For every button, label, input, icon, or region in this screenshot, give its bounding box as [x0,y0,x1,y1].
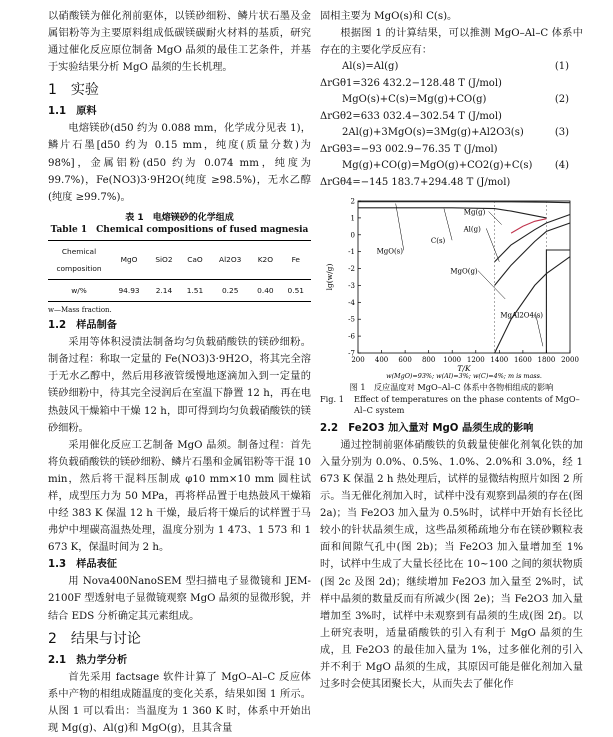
section-2-2-text: 通过控制前驱体硝酸铁的负载量使催化剂氧化铁的加入量分别为 0.0%、0.5%、1.0%、2.0%和 3.0%，经 1 673 K 保温 2 h 热处理后，试样的显微结构照片如图 2 所示。当无催化剂加入时，试样中没有观察到晶须的存在(图 2a)；当 Fe2O3 加入量为 0.5%时，试样中开始有长径比较小的针状晶须生成，这些晶须稀疏地分布在镁砂颗粒表面和间隙气孔中(图 2b)；当 Fe2O3 加入量增加至 1%时，试样中生成了大量长径比在 10~100 之间的须状物质(图 2c 及图 2d)；继续增加 Fe2O3 加入量至 2%时，试样中晶须的数量反而有所减少(图 2e)；当 Fe2O3 加入量增加至 3%时，试样中未观察到有晶须的生成(图 2f)。以上研究表明，适量硝酸铁的引入有利于 MgO 晶须的生成，且 Fe2O3 的最佳加入量为 1%，过多催化剂的引入并不利于 MgO 晶须的生成，其原因可能是催化剂加入量过多时会使其团聚长大，从而失去了催化作 [320,439,583,691]
gibbs-2: ΔrGθ2=633 032.4−302.54 T (J/mol) [320,110,502,122]
plot-area [358,201,570,353]
table-1-caption-en: Table 1 Chemical compositions of fused magnesia [50,224,309,235]
intro-paragraph: 以硝酸镁为催化剂前驱体，以镁砂细粉、鳞片状石墨及金属铝粉等为主要原料组成低碳镁碳耐火材料的基质，研究通过催化反应原位制备 MgO 晶须的最佳工艺条件，并基于实验结果分析 MgO 晶须的生长机理。 [48,11,311,74]
section-2-1-title: 2.1 热力学分析 [48,654,128,666]
figure-1-caption-en: Effect of temperatures on the phase contents of MgO–Al–C system [354,393,580,416]
equation-4: Mg(g)+CO(g)=MgO(g)+CO2(g)+C(s) (4) [342,160,569,172]
figure-1-caption-cn: 图 1 反应温度对 MgO–Al–C 体系中各物相组成的影响 [349,382,554,393]
y-tick-label: 1 [350,214,355,223]
table-1-caption [48,212,311,236]
y-tick-label: -4 [348,299,355,308]
annotation-label: Al(g) [463,225,481,234]
section-1-2-paragraph-1: 采用等体积浸渍法制备均匀负载硝酸铁的镁砂细粉。制备过程：称取一定量的 Fe(NO3)3·9H2O，将其完全溶于无水乙醇中，然后用移液管缓慢地逐滴加入到一定量的镁砂细粉中，待其完全浸润后在室温下静置 12 h，再在电热鼓风干燥箱中干燥 12 h，即可得到均匀负载硝酸铁的镁砂细粉。 [48,337,311,434]
equation-2: MgO(s)+C(s)=Mg(g)+CO(g) (2) [342,94,569,106]
gibbs-1: ΔrGθ1=326 432.2−128.48 T (J/mol) [320,77,502,89]
section-1-1-title: 1.1 原料 [48,106,97,118]
reactions-lead: 根据图 1 的计算结果，可以推测 MgO–Al–C 体系中存在的主要化学反应有： [320,28,583,57]
left-column [48,0,311,737]
x-tick-label: 1600 [513,356,532,365]
section-2-title: 2 结果与讨论 [48,630,141,647]
x-tick-label: 800 [421,356,436,365]
y-tick-label: -1 [348,248,355,257]
section-1-3-title: 1.3 样品表征 [48,559,117,571]
x-tick-label: 400 [374,356,389,365]
y-tick-label: -2 [348,265,355,274]
figure-1 [320,195,583,381]
y-tick-label: -5 [348,316,355,325]
equation-1: Al(s)=Al(g) (1) [342,61,569,73]
table-cell: 94.93 [118,286,140,296]
table-row-label: w/% [71,286,87,296]
table-cell: 0.51 [287,286,305,296]
x-tick-label: 1200 [466,356,485,365]
table-col-mgo: MgO [120,255,138,265]
annotation-label: MgAl2O4(s) [500,311,544,320]
section-2-2-title: 2.2 Fe2O3 加入量对 MgO 晶须生成的影响 [320,422,534,434]
figure-1-caption-en-row [320,394,583,417]
table-head-label: Chemical composition [56,246,102,273]
table-1-note: w—Mass fraction. [48,306,112,315]
annotation-label: MgO(s) [376,247,404,256]
section-1-2-title: 1.2 样品制备 [48,320,117,332]
table-col-cao: CaO [187,255,203,265]
table-cell: 0.40 [257,286,274,296]
continued-text: 固相主要为 MgO(s)和 C(s)。 [320,11,458,22]
section-1-title: 1 实验 [48,82,99,99]
section-1-3-text: 用 Nova400NanoSEM 型扫描电子显微镜和 JEM-2100F 型透射电子显微镜观察 MgO 晶须的显微形貌，并结合 EDS 分析确定其元素组成。 [48,576,311,622]
equations-block [320,59,583,191]
y-tick-label: -6 [348,332,355,341]
table-1-caption-cn: 表 1 电熔镁砂的化学组成 [125,212,234,223]
right-column [320,0,583,693]
table-col-al2o3: Al2O3 [219,255,242,265]
table-cell: 2.14 [155,286,173,296]
gibbs-3: ΔrGθ3=−93 002.9−76.35 T (J/mol) [320,143,498,155]
x-tick-label: 1800 [537,356,556,365]
equation-3: 2Al(g)+3MgO(s)=3Mg(g)+Al2O3(s) (3) [342,127,569,139]
section-1-1-text: 电熔镁砂(d50 约为 0.088 mm，化学成分见表 1)，鳞片石墨[d50 约为 0.15 mm，纯度(质量分数)为 98%]，金属铝粉(d50 约为 0.074 mm，纯度为 99.7%)，Fe(NO3)3·9H2O(纯度 ≥98.5%)，无水乙醇(纯度 ≥99.7%)。 [48,123,311,203]
table-row [48,280,311,302]
table-1 [48,240,311,302]
y-tick-label: 0 [350,231,355,240]
y-axis-label: lg(w/g) [325,263,334,291]
annotation-label: C(s) [430,237,446,246]
table-header-row [48,240,311,279]
section-2-1-text: 首先采用 factsage 软件计算了 MgO–Al–C 反应体系中产物的相组成随温度的变化关系，结果如图 1 所示。从图 1 可以看出：当温度为 1 360 K 时，体系中开始出现 Mg(g)、Al(g)和 MgO(g)，且其含量 [48,671,311,734]
x-axis-label: T/K [457,364,471,374]
x-tick-label: 2000 [561,356,579,365]
figure-1-caption [320,382,583,417]
gibbs-4: ΔrGθ4=−145 183.7+294.48 T (J/mol) [320,176,511,188]
chart-footnote: w(MgO)=93%; w(Al)=3%; w(C)=4%; m is mass. [386,372,542,381]
section-1-2-paragraph-2: 采用催化反应工艺制备 MgO 晶须。制备过程：首先将负载硝酸铁的镁砂细粉、鳞片石墨和金属铝粉等干混 10 min，然后将干混料压制成 φ10 mm×10 mm 圆柱试样，成型压力为 50 MPa，再将样品置于电热鼓风干燥箱中经 383 K 保温 12 h 干燥，最后将干燥后的试样置于马弗炉中埋碳高温热处理，温度分别为 1 473、1 573 和 1 673 K，保温时间为 2 h。 [48,439,311,554]
table-cell: 0.25 [221,286,239,296]
annotation-label: Mg(g) [463,208,486,217]
y-tick-label: 2 [350,197,355,206]
table-col-sio2: SiO2 [155,255,173,265]
x-tick-label: 1000 [443,356,462,365]
table-col-k2o: K2O [257,255,274,265]
table-cell: 1.51 [186,286,204,296]
figure-1-label: Fig. 1 [320,393,344,404]
x-tick-label: 600 [398,356,412,365]
annotation-label: MgO(g) [450,267,478,276]
table-col-fe: Fe [291,255,300,265]
y-tick-label: -7 [348,349,355,358]
figure-1-chart [320,195,583,381]
x-tick-label: 200 [351,356,365,365]
x-tick-label: 1400 [490,356,509,365]
y-tick-label: -3 [348,282,355,291]
